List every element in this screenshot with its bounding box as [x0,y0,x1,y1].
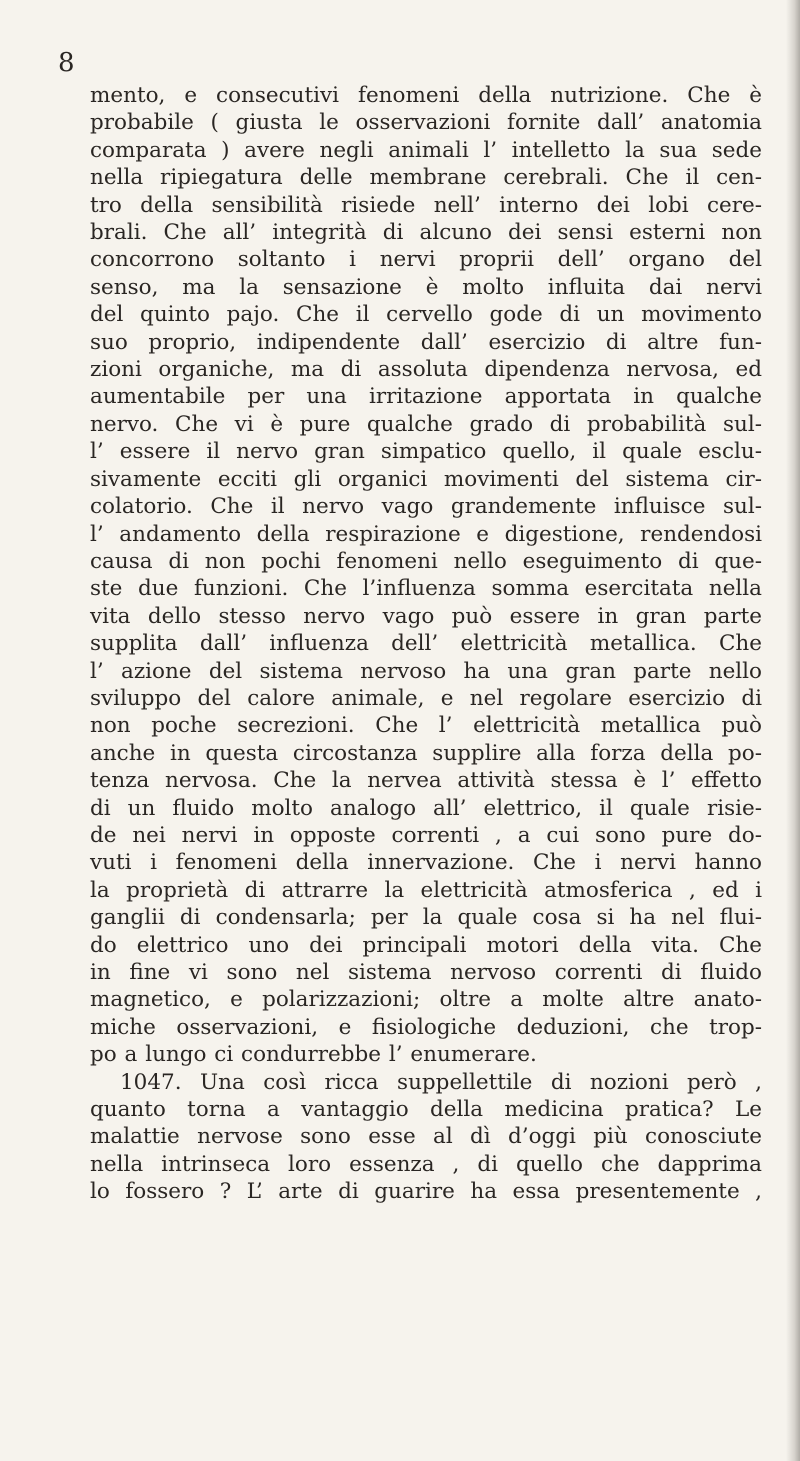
text-line: probabile ( giusta le osservazioni fornite dall’ anatomia [90,110,762,136]
text-line: lo fossero ? L’ arte di guarire ha essa presentemente , [90,1179,762,1205]
text-line: senso, ma la sensazione è molto influita dai nervi [90,274,762,300]
text-line: ganglii di condensarla; per la quale cosa si ha nel flui- [90,905,762,931]
text-line: zioni organiche, ma di assoluta dipendenza nervosa, ed [90,357,762,383]
paragraph-start-line: 1047. Una così ricca suppellettile di nozioni però , [120,1069,762,1095]
text-line: l’ azione del sistema nervoso ha una gran parte nello [90,658,762,684]
text-line: mento, e consecutivi fenomeni della nutrizione. Che è [90,83,762,108]
text-line: di un fluido molto analogo all’ elettrico, il quale risie- [90,795,762,821]
paragraph-end-line: po a lungo ci condurrebbe l’ enumerare. [90,1042,537,1068]
page-number: 8 [58,48,76,78]
page-edge-shadow [786,0,800,1461]
text-line: do elettrico uno dei principali motori della vita. Che [90,932,762,958]
text-line: la proprietà di attrarre la elettricità atmosferica , ed i [90,877,762,903]
text-line: de nei nervi in opposte correnti , a cui sono pure do- [90,822,762,848]
text-line: l’ andamento della respirazione e digestione, rendendosi [90,521,762,547]
text-line: nella intrinseca loro essenza , di quello che dapprima [90,1151,762,1177]
text-line: malattie nervose sono esse al dì d’oggi più conosciute [90,1124,762,1150]
text-line: non poche secrezioni. Che l’ elettricità metallica può [90,713,762,739]
text-line: sivamente ecciti gli organici movimenti del sistema cir- [90,466,762,492]
text-line: in fine vi sono nel sistema nervoso correnti di fluido [90,960,762,985]
text-line: quanto torna a vantaggio della medicina pratica? Le [90,1097,762,1123]
text-line: colatorio. Che il nervo vago grandemente influisce sul- [90,494,762,520]
text-line: brali. Che all’ integrità di alcuno dei sensi esterni non [90,220,762,246]
text-line: vita dello stesso nervo vago può essere in gran parte [90,603,762,629]
text-line: tenza nervosa. Che la nervea attività stessa è l’ effetto [90,768,762,794]
text-line: del quinto pajo. Che il cervello gode di un movimento [90,302,762,328]
text-line: vuti i fenomeni della innervazione. Che i nervi hanno [90,850,762,876]
body-text [90,82,762,1206]
text-line: anche in questa circostanza supplire alla forza della po- [90,740,762,766]
text-line: concorrono soltanto i nervi proprii dell’ organo del [90,247,762,273]
text-line: magnetico, e polarizzazioni; oltre a molte altre anato- [90,987,762,1013]
text-line: supplita dall’ influenza dell’ elettricità metallica. Che [90,631,762,657]
text-line: nella ripiegatura delle membrane cerebrali. Che il cen- [90,165,762,191]
text-line: miche osservazioni, e fisiologiche deduzioni, che trop- [90,1014,762,1040]
text-line: l’ essere il nervo gran simpatico quello, il quale esclu- [90,439,762,465]
text-line: comparata ) avere negli animali l’ intelletto la sua sede [90,137,762,163]
text-line: ste due funzioni. Che l’influenza somma esercitata nella [90,576,762,602]
text-line: suo proprio, indipendente dall’ esercizio di altre fun- [90,329,762,355]
text-line: causa di non pochi fenomeni nello eseguimento di que- [90,548,762,574]
text-line: aumentabile per una irritazione apportata in qualche [90,384,762,410]
text-line: tro della sensibilità risiede nell’ interno dei lobi cere- [90,192,762,218]
text-line: nervo. Che vi è pure qualche grado di probabilità sul- [90,411,762,437]
text-line: sviluppo del calore animale, e nel regolare esercizio di [90,685,762,711]
